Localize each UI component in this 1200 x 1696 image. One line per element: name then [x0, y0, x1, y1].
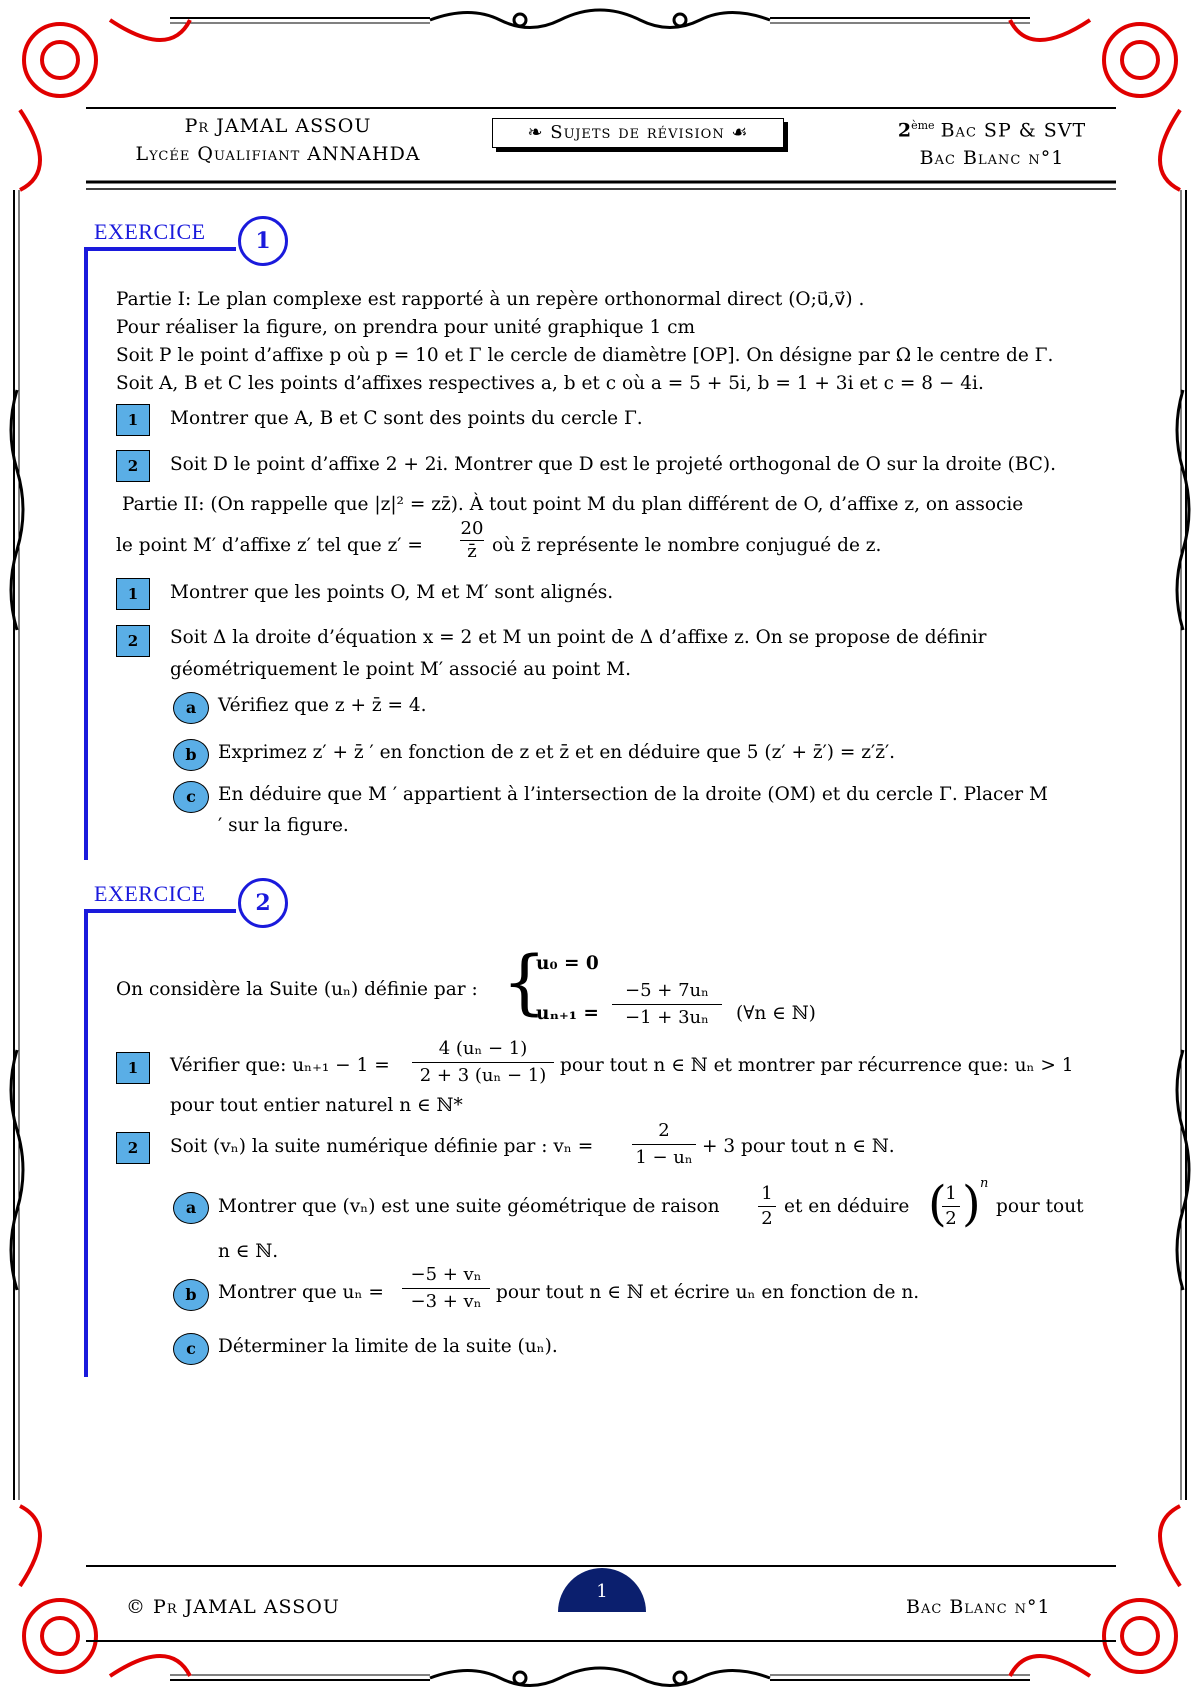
ex1-q3-badge: 1	[116, 578, 150, 610]
ex2-system-line2-lhs: uₙ₊₁ =	[536, 1003, 599, 1024]
exercise1-vbar	[84, 247, 88, 860]
ex2-q2-part-b: + 3 pour tout n ∈ ℕ.	[702, 1136, 895, 1157]
ex1-line-4: Soit A, B et C les points d’affixes respectives a, b et c où a = 5 + 5i, b = 1 + 3i et c = 8 − 4i.	[116, 373, 984, 394]
ex2-qb-part-a: Montrer que uₙ =	[218, 1282, 384, 1303]
ex1-line-2: Pour réaliser la figure, on prendra pour unité graphique 1 cm	[116, 317, 696, 338]
badge-sujets	[492, 118, 784, 148]
ex2-qa-line2: n ∈ ℕ.	[218, 1241, 279, 1262]
ex2-system-cond: (∀n ∈ ℕ)	[736, 1003, 816, 1024]
ex1-qc-badge: c	[173, 781, 209, 813]
ex1-part2-line2a: le point M′ d’affixe z′ tel que z′ =	[116, 535, 423, 556]
ex1-line-1: Partie I: Le plan complexe est rapporté à un repère orthonormal direct (O;u⃗,v⃗) .	[116, 289, 865, 310]
ex1-qb-badge: b	[173, 739, 209, 771]
ex2-q1-part-b: pour tout n ∈ ℕ et montrer par récurrence que: uₙ > 1	[560, 1055, 1074, 1076]
ex1-q2-badge: 2	[116, 450, 150, 482]
ex2-qc-text: Déterminer la limite de la suite (uₙ).	[218, 1336, 558, 1357]
exercise2-number: 2	[238, 878, 288, 928]
level-label: Bac SP & SVT	[940, 119, 1087, 142]
ex2-qa-paren-left: (	[928, 1176, 947, 1232]
ex1-part2-line1: Partie II: (On rappelle que |z|² = zz̄). À tout point M du plan différent de O, d’affixe z, on associe	[122, 494, 1024, 515]
ex2-q2-badge: 2	[116, 1132, 150, 1164]
ex2-q1-part-c: pour tout entier naturel n ∈ ℕ*	[170, 1095, 463, 1116]
ex2-q1-num: 4 (uₙ − 1)	[412, 1036, 554, 1063]
ex2-q1-den: 2 + 3 (uₙ − 1)	[419, 1065, 547, 1086]
header-left	[98, 112, 458, 168]
ex2-qb-badge: b	[173, 1279, 209, 1311]
ex2-qb-fraction	[402, 1262, 490, 1315]
footer-exam: Bac Blanc n°1	[906, 1596, 1051, 1618]
ex2-qb-den: −3 + vₙ	[410, 1291, 482, 1312]
ex2-intro: On considère la Suite (uₙ) définie par :	[116, 979, 478, 1000]
ex2-qa-fraction	[758, 1182, 776, 1231]
ex1-fraction-den: z̄	[467, 541, 477, 562]
ex1-fraction-num: 20	[460, 518, 484, 539]
ex1-qa-badge: a	[173, 692, 209, 724]
ex2-q1-fraction	[412, 1036, 554, 1089]
ex1-qc-line1: En déduire que M ′ appartient à l’intersection de la droite (OM) et du cercle Γ. Placer M	[218, 784, 1048, 805]
ex2-qa-badge: a	[173, 1192, 209, 1224]
ex2-qa-part-a: Montrer que (vₙ) est une suite géométrique de raison	[218, 1196, 720, 1217]
leaf-right-icon: ☙	[724, 122, 749, 143]
ex1-part2-fraction	[460, 518, 484, 563]
school-name: Lycée Qualifiant ANNAHDA	[135, 143, 421, 165]
page-number: 1	[558, 1568, 646, 1612]
ex2-qa-part-b: et en déduire	[784, 1196, 910, 1217]
exercise2-title: EXERCICE	[94, 881, 206, 906]
ex2-q2-num: 2	[632, 1118, 696, 1145]
ex2-qb-num: −5 + vₙ	[402, 1262, 490, 1289]
ex2-q2-fraction	[632, 1118, 696, 1171]
ex2-qa-num: 1	[758, 1182, 776, 1207]
level-number: 2	[897, 119, 912, 142]
badge-label: Sujets de révision	[550, 122, 725, 143]
ex2-q1-badge: 1	[116, 1052, 150, 1084]
exercise2-hbar	[86, 909, 236, 913]
ex1-q1-text: Montrer que A, B et C sont des points du cercle Γ.	[170, 408, 643, 429]
ex1-q2-text: Soit D le point d’affixe 2 + 2i. Montrer que D est le projeté orthogonal de O sur la droite (BC).	[170, 454, 1056, 475]
ex2-q2-den: 1 − uₙ	[635, 1147, 693, 1168]
ex2-qa-paren-right: )	[962, 1176, 981, 1232]
exercise1-number: 1	[238, 216, 288, 266]
leaf-left-icon: ❧	[527, 122, 551, 143]
ex2-qa-power-fraction	[942, 1182, 960, 1231]
footer-author: © Pr JAMAL ASSOU	[126, 1596, 340, 1618]
exam-label: Bac Blanc n°1	[919, 147, 1065, 170]
ex2-system-den: −1 + 3uₙ	[625, 1007, 709, 1028]
ex1-qc-line2: ′ sur la figure.	[218, 815, 349, 836]
ex1-q4-line1: Soit Δ la droite d’équation x = 2 et M un point de Δ d’affixe z. On se propose de définir	[170, 627, 987, 648]
header-right	[862, 112, 1122, 172]
ex2-qb-part-b: pour tout n ∈ ℕ et écrire uₙ en fonction de n.	[496, 1282, 920, 1303]
ex1-part2-line2b: où z̄ représente le nombre conjugué de z.	[492, 535, 882, 556]
ex2-system-num: −5 + 7uₙ	[612, 978, 722, 1005]
level-superscript: ème	[911, 119, 935, 132]
ex2-qa-part-c: pour tout	[996, 1196, 1084, 1217]
ex2-qa-exponent: n	[980, 1176, 989, 1191]
ex2-qc-badge: c	[173, 1333, 209, 1365]
ex1-q4-line2: géométriquement le point M′ associé au point M.	[170, 659, 631, 680]
ex2-q1-part-a: Vérifier que: uₙ₊₁ − 1 =	[170, 1055, 390, 1076]
exercise2-vbar	[84, 909, 88, 1377]
ex1-qb-text: Exprimez z′ + z̄ ′ en fonction de z et z̄ et en déduire que 5 (z′ + z̄′) = z′z̄′.	[218, 742, 896, 763]
ex1-q3-text: Montrer que les points O, M et M′ sont alignés.	[170, 582, 614, 603]
ex2-system-fraction	[612, 978, 722, 1031]
ex2-q2-part-a: Soit (vₙ) la suite numérique définie par : vₙ =	[170, 1136, 594, 1157]
ex2-system-brace: {	[502, 941, 547, 1023]
ex1-line-3: Soit P le point d’affixe p où p = 10 et Γ le cercle de diamètre [OP]. On désigne par Ω le centre de Γ.	[116, 345, 1054, 366]
ex2-qa-pow-den: 2	[945, 1208, 957, 1229]
ex2-system-line1: u₀ = 0	[536, 953, 599, 974]
ex1-qa-text: Vérifiez que z + z̄ = 4.	[218, 695, 427, 716]
exercise1-title: EXERCICE	[94, 219, 206, 244]
ex2-qa-den: 2	[761, 1208, 773, 1229]
exercise1-hbar	[86, 247, 236, 251]
teacher-name: Pr JAMAL ASSOU	[184, 115, 372, 137]
ex1-q4-badge: 2	[116, 625, 150, 657]
ex2-qa-pow-num: 1	[942, 1182, 960, 1207]
ex1-q1-badge: 1	[116, 404, 150, 436]
